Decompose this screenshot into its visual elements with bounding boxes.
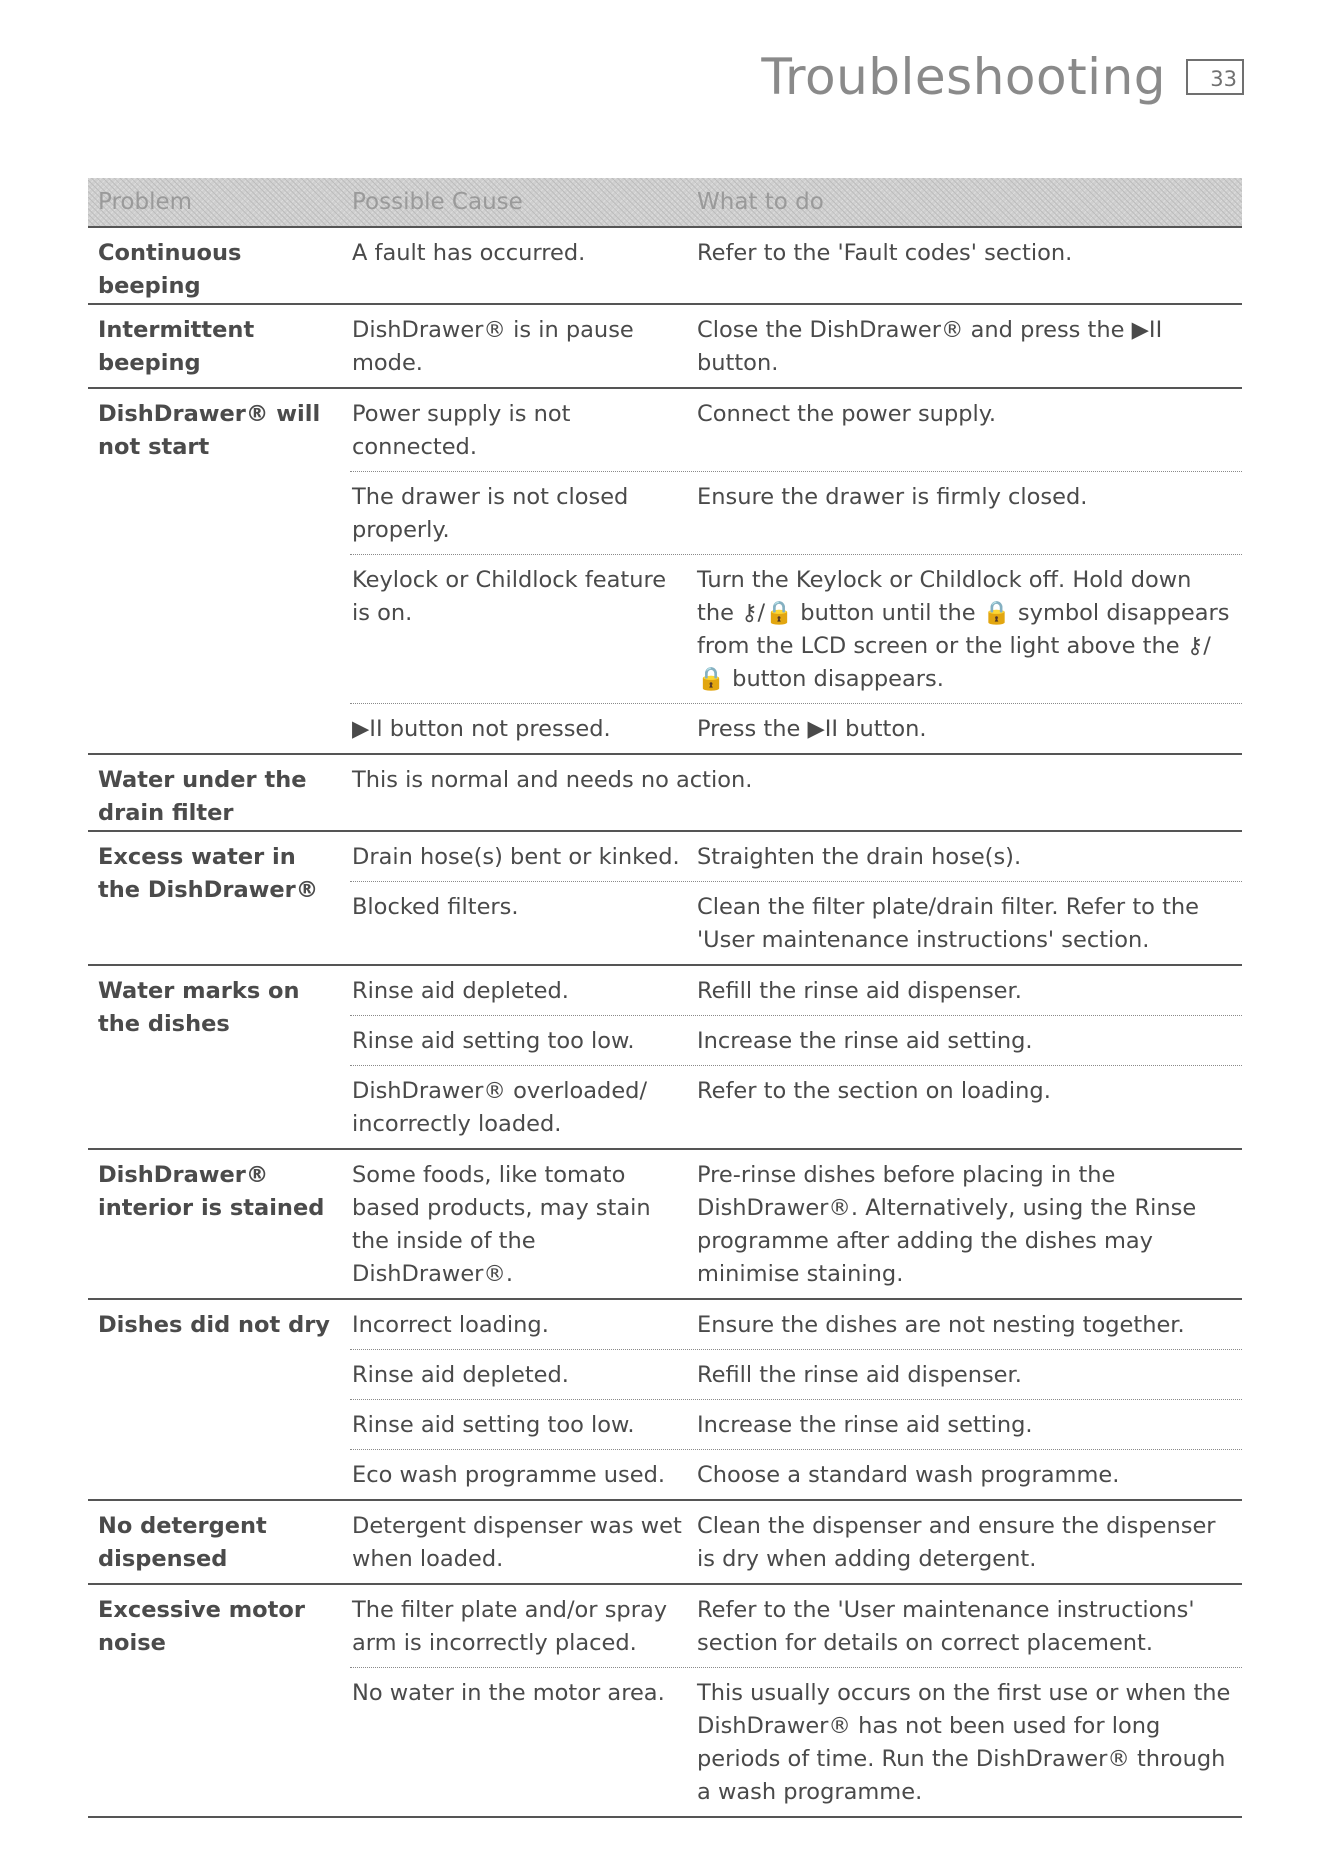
problem-cell: Excessive motor noise <box>98 1597 305 1656</box>
cause-list <box>350 389 1242 753</box>
troubleshooting-table <box>88 178 1242 1818</box>
cause-cell: Drain hose(s) bent or kinked. <box>352 844 680 870</box>
table-row <box>88 228 1242 305</box>
action-cell: Refill the rinse aid dispenser. <box>697 978 1022 1004</box>
cause-list <box>350 966 1242 1148</box>
table-row <box>88 1585 1242 1818</box>
cause-row <box>350 832 1242 881</box>
cause-row <box>350 554 1242 703</box>
cause-cell: The drawer is not closed properly. <box>352 484 629 543</box>
problem-cell: Intermittent beeping <box>98 317 255 376</box>
cause-cell: Keylock or Childlock feature is on. <box>352 567 667 626</box>
table-header <box>88 178 1242 228</box>
problem-cell: DishDrawer® will not start <box>98 401 321 460</box>
table-row <box>88 389 1242 755</box>
action-cell: Refill the rinse aid dispenser. <box>697 1362 1022 1388</box>
column-header-cause: Possible Cause <box>352 189 523 215</box>
table-row <box>88 832 1242 966</box>
column-header-problem: Problem <box>98 189 193 215</box>
action-cell: Refer to the 'User maintenance instructions' section for details on correct placement. <box>697 1597 1195 1656</box>
cause-list <box>350 228 1242 303</box>
action-cell: Refer to the section on loading. <box>697 1078 1051 1104</box>
table-row <box>88 966 1242 1150</box>
action-cell: Straighten the drain hose(s). <box>697 844 1022 870</box>
cause-row <box>350 703 1242 753</box>
page-title: Troubleshooting <box>761 48 1166 106</box>
page-header <box>761 48 1244 106</box>
table-body <box>88 228 1242 1818</box>
cause-cell: DishDrawer® is in pause mode. <box>352 317 634 376</box>
cause-row <box>350 305 1242 387</box>
cause-row <box>350 1449 1242 1499</box>
problem-cell: Dishes did not dry <box>98 1312 330 1338</box>
cause-cell: Rinse aid depleted. <box>352 978 569 1004</box>
action-cell: This usually occurs on the first use or when the DishDrawer® has not been used for long periods of time. Run the DishDrawer® through a wash programme. <box>697 1680 1231 1805</box>
action-cell: Clean the filter plate/drain filter. Refer to the 'User maintenance instructions' section. <box>697 894 1199 953</box>
action-cell: Turn the Keylock or Childlock off. Hold down the ⚷/🔒 button until the 🔒 symbol disappears from the LCD screen or the light above the ⚷/🔒 button disappears. <box>697 567 1230 692</box>
problem-cell: Water under the drain filter <box>98 767 307 826</box>
cause-cell: No water in the motor area. <box>352 1680 665 1706</box>
cause-list <box>350 1300 1242 1499</box>
cause-list <box>350 1585 1242 1816</box>
table-row <box>88 755 1242 832</box>
cause-cell: Eco wash programme used. <box>352 1462 666 1488</box>
action-cell: Choose a standard wash programme. <box>697 1462 1120 1488</box>
column-header-action: What to do <box>697 189 824 215</box>
action-cell: Clean the dispenser and ensure the dispenser is dry when adding detergent. <box>697 1513 1216 1572</box>
table-row <box>88 1300 1242 1501</box>
cause-row <box>350 881 1242 964</box>
cause-row <box>350 966 1242 1015</box>
cause-row <box>350 471 1242 554</box>
cause-row <box>350 1667 1242 1816</box>
action-cell: Close the DishDrawer® and press the ▶II button. <box>697 317 1163 376</box>
cause-row <box>350 1501 1242 1583</box>
cause-cell: Power supply is not connected. <box>352 401 571 460</box>
table-row <box>88 1150 1242 1300</box>
action-cell: Ensure the drawer is firmly closed. <box>697 484 1088 510</box>
cause-cell: ▶II button not pressed. <box>352 716 611 742</box>
action-cell: Refer to the 'Fault codes' section. <box>697 240 1073 266</box>
cause-cell: Rinse aid setting too low. <box>352 1412 635 1438</box>
cause-list <box>350 1150 1242 1298</box>
cause-cell: Rinse aid depleted. <box>352 1362 569 1388</box>
cause-row <box>350 755 1242 804</box>
cause-row <box>350 1349 1242 1399</box>
table-row <box>88 1501 1242 1585</box>
cause-row <box>350 1300 1242 1349</box>
cause-row <box>350 228 1242 277</box>
action-cell: Increase the rinse aid setting. <box>697 1412 1033 1438</box>
cause-cell: Rinse aid setting too low. <box>352 1028 635 1054</box>
cause-list <box>350 1501 1242 1583</box>
cause-row <box>350 1065 1242 1148</box>
action-cell: Press the ▶II button. <box>697 716 927 742</box>
action-cell: Ensure the dishes are not nesting together. <box>697 1312 1185 1338</box>
cause-cell: A fault has occurred. <box>352 240 586 266</box>
cause-cell: Blocked filters. <box>352 894 519 920</box>
cause-list <box>350 305 1242 387</box>
problem-cell: Water marks on the dishes <box>98 978 300 1037</box>
cause-cell: Incorrect loading. <box>352 1312 549 1338</box>
action-cell: Pre-rinse dishes before placing in the DishDrawer®. Alternatively, using the Rinse programme after adding the dishes may minimise staining. <box>697 1162 1197 1287</box>
problem-cell: Excess water in the DishDrawer® <box>98 844 319 903</box>
problem-cell: DishDrawer® interior is stained <box>98 1162 325 1221</box>
cause-row <box>350 1585 1242 1667</box>
action-cell: Connect the power supply. <box>697 401 997 427</box>
action-cell: Increase the rinse aid setting. <box>697 1028 1033 1054</box>
page-number: 33 <box>1186 59 1244 95</box>
cause-cell: This is normal and needs no action. <box>352 767 753 793</box>
problem-cell: No detergent dispensed <box>98 1513 267 1572</box>
cause-cell: DishDrawer® overloaded/ incorrectly loaded. <box>352 1078 648 1137</box>
cause-list <box>350 832 1242 964</box>
cause-cell: The filter plate and/or spray arm is incorrectly placed. <box>352 1597 668 1656</box>
table-row <box>88 305 1242 389</box>
cause-cell: Detergent dispenser was wet when loaded. <box>352 1513 682 1572</box>
cause-row <box>350 389 1242 471</box>
problem-cell: Continuous beeping <box>98 240 242 299</box>
cause-row <box>350 1399 1242 1449</box>
cause-row <box>350 1150 1242 1298</box>
cause-row <box>350 1015 1242 1065</box>
cause-list <box>350 755 1242 830</box>
cause-cell: Some foods, like tomato based products, may stain the inside of the DishDrawer®. <box>352 1162 651 1287</box>
